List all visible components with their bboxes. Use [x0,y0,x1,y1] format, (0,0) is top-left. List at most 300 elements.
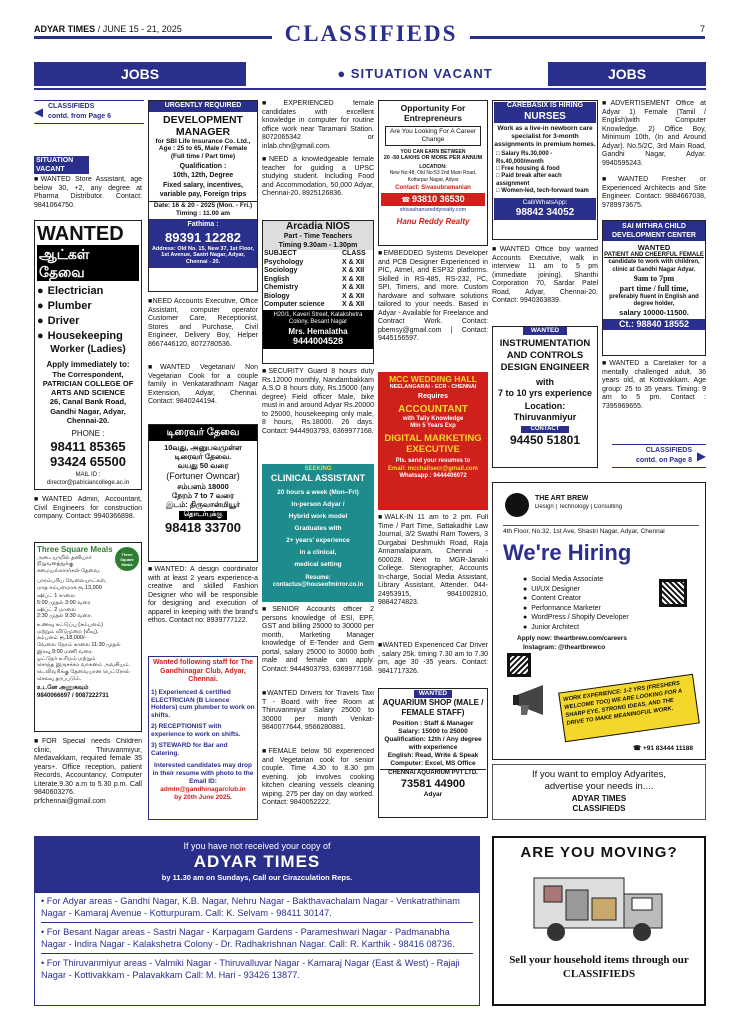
arrow-right-icon: ▶ [696,449,706,463]
clinical-assistant-ad [262,464,374,602]
art-brew-insta: Instagram: @theartbrewco [523,644,606,651]
role-item: ● Electrician [37,284,139,299]
copy-box [34,836,480,1006]
clinical-line: 2+ years' experience [286,536,350,544]
nios-class: X & XII [341,292,365,300]
col3-ad-2-text: NEED a knowledgeable female teacher for guiding a UPSC studying student. Including Food and Accommodation, 50,000 Adyar, Chennai-20. 8925126836. [262,156,374,198]
aquarium-shop-ad [378,688,488,818]
nios-phone: 9444004528 [292,336,344,347]
sai-line: candidate to work with children, clinic at Gandhi Nagar Adyar. [608,259,700,273]
club-note: Interested candidates may drop in their resume with photo to the Email ID: [152,761,254,785]
issue-date: / JUNE 15 - 21, 2025 [95,24,182,34]
square-icon: ■ [378,642,383,649]
driver-line: சம்பளம் 18000 [177,481,229,491]
art-brew-logo [505,493,529,517]
bullet-icon: • [41,927,47,937]
phone-icon: ☎ [401,196,413,204]
instr-with: with [536,376,554,387]
clinical-line: medical setting [294,560,342,568]
sli-qual-label: Qualification : [179,163,227,171]
sli-type: (Full time / Part time) [170,153,236,161]
benefit-text: Free housing & food [501,166,560,173]
aqua-company: CHENNAI AQUARIUM PVT LTD. [380,769,486,777]
col3-ad-6-text: FEMALE below 50 experienced and Vegetarian cook for senior couple. Time 4.30 to 8.30 pm evening. job involves cooking kitchen cleaning vessels cleaning wiping. 275 per day on day worked. Contact: 9840052222. [262,748,374,807]
college-address: 26, Canal Bank Road, Gandhi Nagar, Adyar, Chennai-20. [49,397,127,425]
carebasix-benefit [496,166,596,173]
rep-adyar [41,895,473,923]
nios-subject: Sociology [264,267,298,275]
col3-ad-5-text: WANTED Drivers for Travels Taxi T - Board with free Room at Thiruvanmiyur Salary 25000 to 30000 per month Venkat- 9840077644, 9566280881. [262,690,374,732]
role-item: ● Housekeeping [37,329,139,344]
col4-ad-3 [378,642,488,684]
page-title: CLASSIFIEDS [284,21,458,46]
mcc-send: Pls. send your resumes to [395,458,471,465]
col2-ad-3 [148,566,258,650]
contd-on-page: contd. on Page 8 [635,457,692,464]
col3-ad-5 [262,690,374,746]
jobs-bar-left-label: JOBS [120,66,160,82]
art-brew-hiring: We're Hiring [503,540,632,565]
wanted-tamil: ஆட்கள் தேவை [37,245,139,281]
wanted-title: WANTED [37,223,124,245]
square-icon: ■ [262,690,268,697]
clinical-line: In-person Adyar / [291,501,345,509]
square-icon: ■ [262,100,284,107]
col1-ad-3 [34,738,142,820]
arrow-left-icon: ◀ [34,105,44,119]
opp-brand: Hanu Reddy Realty [396,217,470,227]
moving-sub-2: CLASSIFIEDS [562,967,636,980]
aqua-salary: Salary: 15000 to 25000 [398,727,468,735]
phone-label: PHONE : [71,428,105,438]
sli-address: Address: Old No. 15, New 37, 1st Floor, 1st Avenue, Sastri Nagar, Adyar, Chennai - 20. [151,245,255,266]
moving-sub: Sell your household items through our [509,954,689,967]
mcc-accountant: ACCOUNTANT [398,403,468,415]
table-row [263,301,373,310]
meals-line: 2:30 முதல் 9:30 வரை. [37,613,93,620]
square-icon: ■ [262,748,269,755]
table-row [263,284,373,293]
square-icon: ■ [262,606,273,613]
driver-line: நேரம் 7 to 7 வரை [172,490,234,500]
instrumentation-ad [492,326,598,468]
sli-contact-box [149,219,257,268]
square-icon: ■ [602,176,619,183]
jobs-bar-right [548,62,706,86]
driver-wanted-ad [148,424,258,562]
col3-ad-1-text: EXPERIENCED female candidates with excellent knowledge in computer for routine office work near Taramani Station. 8072065342 or inlab.chn@gmail.com. [262,100,374,150]
carebasix-benefit [496,188,596,195]
col1-ad-1 [34,176,142,216]
nios-class: X & XII [341,275,365,283]
mcc-email: Email: mcchallsecr@gmail.com [388,465,478,472]
employ-line-1: If you want to employ Adyarites, [531,769,667,780]
contd-on-title: CLASSIFIEDS [645,447,692,454]
opp-sub: Are You Looking For A Career Change [385,126,481,146]
mcc-req: Requires [418,393,448,401]
col3-ad-4 [262,606,374,688]
rep-adyar-text: For Adyar areas - Gandhi Nagar, K.B. Nagar, Nehru Nagar - Bakthavachalam Nagar - Venkatrathinam Nagar - Kamaraj Avenue - Kotturpuram. Call: K. Selvam - 98411 30147. [41,896,460,918]
mcc-acc-sub-2: Min 5 Years Exp [410,423,456,430]
clinical-seeking: SEEKING [304,466,332,472]
driver-phone: 98418 33700 [165,519,241,535]
col1-ad-2 [34,496,142,536]
mcc-title: MCC WEDDING HALL [389,374,477,384]
clinical-line: 20 hours a week (Mon–Fri) [277,489,359,497]
role-item: ● Driver [37,314,139,329]
square-icon: ■ [148,298,153,305]
col1-ad-2-text: WANTED Admin, Accountant, Civil Engineers for construction company. Contact: 9940366898. [34,496,142,521]
club-deadline: by 20th June 2025. [174,793,232,801]
qr-code-icon [507,653,531,677]
copy-line-2: by 11.30 am on Sundays, Call our Cirazculation Reps. [161,872,353,882]
sai-line: part time / full time, [619,283,689,293]
col3-ad-2 [262,156,374,218]
jobs-bar-left [34,62,246,86]
square-icon: ■ [148,364,161,371]
meals-line: சொந்த இருசக்கர வாகனம் அவசியம். [37,662,131,669]
sai-line: PATIENT AND CHEERFUL FEMALE [604,252,704,259]
col3-ad-1 [262,100,374,154]
arcadia-nios-ad [262,220,374,364]
meals-line: சமையல்காரர்கள் தேவை. [37,568,101,575]
clinical-resume: Resume: [305,574,331,581]
carebasix-phone: 98842 34052 [515,207,575,219]
checkbox-icon: □ [496,151,502,158]
opp-contact: Contact: Sivasubramanian [395,184,471,191]
sai-phone: Ct.: 98840 18552 [603,319,705,330]
jobs-bar-right-label: JOBS [607,66,647,82]
role-extra: Worker (Ladies) [50,344,126,355]
nios-sub: Part - Time Teachers [263,233,373,242]
aqua-phone: 73581 44900 [400,777,466,790]
meals-line: சம்பளம் ரூ.18,000/- [37,635,87,642]
opp-phone: 93810 36530 [412,193,465,204]
instr-phone: 94450 51801 [509,433,581,448]
wanted-roles [37,284,139,344]
art-brew-name: THE ART BREW [535,495,589,502]
three-square-meals-ad [34,542,142,732]
sli-title: DEVELOPMENT MANAGER [163,113,243,138]
col2-ad-3-text: WANTED: A design coordinator with at least 2 years experience-a creative and skilled Fashion Designer who will be responsible for designing and execution of apparel in keeping with the brand's ethos. Contact no: 8939777122. [148,566,258,625]
carebasix-desc: Work as a live-in newborn care specialist for 3-month assignments in premium homes. [494,124,596,148]
col5-ad-1 [492,246,598,320]
col1-ad-1-text: WANTED Store Assistant, age below 30, +2, any degree at Pharma Distributor. Contact: 9841064750. [34,176,142,209]
copy-brand: ADYAR TIMES [193,851,321,871]
sli-fixed: Fixed salary, incentives, variable pay, Foreign trips [159,182,247,198]
employ-sub: CLASSIFIEDS [572,803,626,813]
checkbox-icon: □ [496,188,502,195]
moving-truck-icon [524,868,674,948]
mail-id: director@patriciancollege.ac.in [46,479,130,486]
aqua-qual: Qualification: 12th / Any degree with experience [384,735,482,751]
col4-ad-3-text: WANTED Experienced Car Driver , salary 25k. timing 7.30 am to 7.30 pm, age 30 -35 years. Contact: 9841717326. [378,642,488,675]
opp-earn-2: 20 -50 LAKHS OR MORE PER ANNUM [383,154,483,161]
meals-line: ஷிப்ட் 1 காலை [37,593,75,600]
col3-ad-6 [262,748,374,822]
meals-phones: 9840066697 / 9087222731 [37,692,109,699]
checkbox-icon: □ [496,173,502,180]
urgent-label: URGENTLY REQUIRED [149,101,257,112]
driver-line: இடம்: திருவான்மியூர் [165,499,241,509]
employ-box [492,764,706,820]
carebasix-ad [492,100,598,240]
sli-date: Date: 16 & 20 - 2025 (Mon. - Fri.) [149,201,257,210]
square-icon: ■ [34,176,41,183]
driver-line: டிரைவர் தேவை. [174,452,232,462]
sai-line: preferably fluent in English and degree holder, [609,293,699,307]
role-item: ● Junior Architect [523,623,663,633]
mcc-wedding-ad [378,372,488,510]
col6-ad-3-text: WANTED a Caretaker for a mentally challenged adult, 36 years old, at Kottivakkam. Age group: 25 to 35 years. Timing: 9 am to 5 pm. Contact : 7395969655. [602,360,706,410]
meals-line: டெலிவரிக்கு தேவையான பெட்ரோல் [37,669,130,675]
hanu-reddy-ad [378,100,488,246]
role-item: ● UI/UX Designer [523,585,663,595]
meals-line: ஷிப்ட் 2 மாலை [37,606,76,613]
meals-line: அடையாறில் தனியார் நிறுவனத்துக்கு [37,554,92,568]
role-item: ● Content Creator [523,594,663,604]
art-brew-phone [633,745,693,753]
mcc-whatsapp: Whatsapp : 9444406072 [399,473,467,480]
meals-logo: Three Square Meals [115,547,139,571]
qr-code-icon [659,579,687,607]
clinical-email: contactus@houseofmirror.co.in [272,582,364,589]
col6-ad-1 [602,100,706,174]
col4-ad-2 [378,514,488,640]
mcc-acc-sub: with Tally Knowledge [402,415,464,422]
page-number: 7 [700,24,706,34]
rep-besant-text: For Besant Nagar areas - Sastri Nagar - Karpagam Gardens - Parameshwari Nagar - Padmanabha Nagar - Indira Nagar - Kalakshetra Colony - Dr. Radhakrishnan Nagar. Call: R. Karthik - 98416 08736. [41,927,455,949]
college-name: The Correspondent, PATRICIAN COLLEGE OF ARTS AND SCIENCE [42,369,134,398]
role-item: ● Social Media Associate [523,575,663,585]
col5-ad-1-text: WANTED Office boy wanted Accounts Executive, walk in interview 11 am to 5 pm (immediate joining). Shanthi Corporation 70, Sardar Patel Road, Adyar, Chennai-20. Contact: 9940363839. [492,246,598,305]
col6-ad-3 [602,360,706,424]
nios-class: X & XII [341,267,365,275]
copy-header [35,837,479,893]
club-item: 3) STEWARD for Bar and Catering. [151,742,228,758]
meals-line: செலவு தரப்படும். [37,675,82,682]
col2-ad-1 [148,298,258,362]
nios-subject: Psychology [264,258,304,266]
col6-ad-2 [602,176,706,218]
mail-label: MAIL ID : [75,472,101,479]
nios-header: SUBJECT [264,250,297,258]
situation-vacant-bar [300,64,530,84]
header-rule-right [470,36,705,39]
situation-vacant-label: SITUATION VACANT [350,66,493,81]
table-row [263,276,373,285]
opp-email: shivashanureddyrealty.com [399,207,467,214]
sli-phone: 89391 12282 [165,229,241,245]
nios-header: CLASS [341,250,366,258]
mcc-sub: NEELANGARAI - ECR - CHENNAI [389,384,477,391]
sli-timing: Timing : 11.00 am [175,210,231,218]
driver-title: டிரைவர் தேவை [149,425,257,441]
square-icon: ■ [34,496,43,503]
nios-subject: Biology [264,292,290,300]
gandhinagar-club-ad [148,656,258,820]
driver-line: தொடர்புக்கு [179,511,227,520]
instr-wanted: WANTED [523,327,567,335]
contd-on-box [612,444,706,468]
contd-from-title: CLASSIFIEDS [48,103,95,110]
meals-body [37,555,113,575]
contd-from-box [34,100,144,124]
col6-ad-2-text: WANTED Fresher or Experienced Architects and Site Engineer. Contact: 9884667038, 9789973675. [602,176,706,209]
col3-ad-4-text: SENIOR Accounts officer 2 persons knowledge of ESI, EPF, GST and billing 25000 to 30000 per month, Marketing Manager knowledge of E-Tender and Gem portal, salary 25000 to 30000 both male and female can apply. Contact: 9444903793, 6369977168. [262,606,374,673]
sai-title: SAI MITHRA CHILD DEVELOPMENT CENTER [603,221,705,241]
instr-exp: 7 to 10 yrs experience [497,387,593,398]
benefit-text: Women-led, tech-forward team [501,188,589,195]
driver-line: வயது 50 வரை [177,461,229,471]
square-icon: ■ [262,368,269,375]
meals-title: Three Square Meals [37,545,113,554]
sai-line: salary 10000-11500. [619,308,689,318]
aqua-english: English: Read, Write & Speak [387,751,479,759]
art-brew-apply: Apply now: theartbrew.com/careers [517,635,627,642]
sbi-life-ad [148,100,258,292]
rep-thiruvanmiyur-text: For Thiruvanmiyur areas - Valmiki Nagar - Thiruvalluvar Nagar - Kamaraj Nagar (East & West) - Rajaji Nagar - Kottivakkam - Palavakkam Call: M. Hari - 93426 13877. [41,958,460,980]
header-rule-left [34,36,272,39]
square-icon: ■ [378,250,384,257]
sli-person: Fathima : [187,221,219,229]
instr-loc-label: Location: [524,400,566,411]
nios-title: Arcadia NIOS [263,221,373,233]
phone-2: 93424 65500 [50,454,126,470]
col1-ad-3-text: FOR Special needs Children clinic, Thiruvanmiyur, Medavakkam, required female 35 years+. Office reception, patient Records, Accountancy, Computer Literate.9.30 a.m to 5.30 p.m. Call 9840603276. prfchennai@gmail.com [34,738,142,805]
sli-qual: 10th, 12th, Degree [172,171,234,179]
benefit-text: Paid break after each assignment [496,173,562,187]
bullet-icon: • [41,896,47,906]
nios-timing: Timing 9.30am - 1.30pm [263,242,373,251]
moving-title: ARE YOU MOVING? [520,844,678,861]
col4-ad-1 [378,250,488,368]
instr-contact-label: CONTACT [521,426,569,433]
aqua-title: AQUARIUM SHOP (MALE / FEMALE STAFF) [382,697,484,717]
mcc-dme: DIGITAL MARKETING EXECUTIVE [384,433,482,456]
carebasix-benefit [496,173,596,188]
club-title: Wanted following staff for The Gandhinagar Club, Adyar, Chennai. [152,659,254,684]
meals-line: மாத சம்பளமாக ரூ.13,000 [37,584,102,591]
col4-ad-1-text: EMBEDDED Systems Developer and PCB Designer Experienced in PIC, Atmel, and ESP32 platforms. Skilled in RS-485, RS-232, I²C, SPI, Timers, and more. Custom hardware and software solutions tailored to your needs. Based in Adyar - Available for Freelance and Contract Work. Contact: pbemsy@gmail.com | Contact: 9445156597. [378,250,488,343]
square-icon: ■ [262,156,269,163]
col2-ad-2 [148,364,258,420]
square-icon: ■ [602,100,611,107]
col3-ad-3-text: SECURITY Guard 8 hours duty Rs.12000 monthly, Nandambakkam A.S.O 8 hours duty, Rs.15000 (any degree) Field officer Male, bike must in and around Adyar Rs.20000 to 25000, housekeeping only male, 8 hours, Rs.18000. 26 days. Contact: 9444903793, 6369977168. [262,368,374,435]
moving-box [492,836,706,1006]
nios-person: Mrs. Hemalatha [288,326,348,336]
nios-subject: Chemistry [264,284,299,292]
rep-besant [41,923,473,954]
aqua-place: Adyar [423,791,443,799]
aqua-position: Position : Staff & Manager [392,719,474,727]
apply-label: Apply immediately to: [46,360,130,370]
clinical-line: Graduates with [294,525,342,533]
role-item: ● WordPress / Shopify Developer [523,613,663,623]
meals-line: மற்றும் விடுமுறை (லீவு), [37,628,99,635]
meals-line: உணவு கட்டுப்பு (சம்பளம்) [37,622,103,629]
opp-title: Opportunity For Entrepreneurs [400,103,466,124]
carebasix-nurses: NURSES [494,111,596,123]
opp-earn: YOU CAN EARN BETWEEN [400,148,466,155]
bullet-icon: • [41,958,47,968]
table-row [263,293,373,302]
masthead-name: ADYAR TIMES [34,24,96,34]
driver-line: (Fortuner Owncar) [166,470,240,481]
aqua-wanted: WANTED [414,690,452,698]
masthead [34,24,274,36]
meals-contact: உடனே அணுகவும் [37,685,89,692]
sections-rule [34,88,706,90]
nios-table [263,250,373,310]
col4-ad-2-text: WALK-IN 11 am to 2 pm. Full Time / Part Time, Sattakadhir Law Journal, 3/2 Swathi Ram Towers, 3 Durgabai Deshmukh Road, Raja Annamalaipuram, Chennai - 600028. Next to MGR-Janaki College. Stenographer, Accounts In-charge, Social Media Assistant, Library Assistant, Attender. 044-24953915, 9841002810, 9884274823. [378,514,488,607]
whatsapp-icon: ☎ [633,745,643,752]
club-item: 2) RECEPTIONIST with experience to work on shifts. [151,723,241,739]
checkbox-icon: □ [496,166,502,173]
art-brew-banner: WORK EXPERIENCE: 1-2 YRS (FRESHERS WELCOME TOO) WE ARE LOOKING FOR A SHARP EYE, STRONG IDEAS, AND THE DRIVE TO MAKE MEANINGFUL WORK. [558,674,700,742]
art-brew-ad [492,482,706,760]
phone-1: 98411 85365 [50,438,126,454]
meals-line: வேலை நேரம் காலை 11:30 முதல் [37,642,121,649]
clinical-title: CLINICAL ASSISTANT [270,473,366,484]
art-brew-phone-number: +91 83444 11188 [642,745,693,752]
copy-line-1: If you have not received your copy of [183,841,331,851]
bullet-icon: ● [337,66,351,81]
art-brew-roles [523,575,663,632]
nios-subject: English [264,275,290,283]
art-brew-address: 4th Floor, No.32, 1st Ave, Shastri Nagar, Adyar, Chennai [503,525,699,536]
nios-class: X & XII [341,284,365,292]
col6-ad-1-text: ADVERTISEMENT Office at Adyar 1) Female (Tamil / English)with Computer Knowledge. 2) Office Boy, Minimum 10th, (In and Around Adyar). No.5/2C, 3rd Main Road, Gandhi Nagar, Adyar. 9940595243. [602,100,706,167]
square-icon: ■ [492,246,500,253]
table-row [263,259,373,268]
carebasix-title: CAREBASIX IS HIRING [494,102,596,111]
nios-subject: Computer science [264,301,325,309]
sli-for: for SBI Life Insurance Co. Ltd., [155,137,251,145]
square-icon: ■ [34,738,42,745]
col2-ad-2-text: WANTED Vegetarian/ Non Vegetarian Cook for a couple family in Venkatarathnam Nagar Extension, Adyar, Chennai. Contact: 9840244194. [148,364,258,406]
clinical-line: Hybrid work model [288,513,348,521]
square-icon: ■ [602,360,610,367]
art-brew-tag: Design | Technology | Consulting [535,504,623,510]
instr-location: Thiruvanmiyur [513,411,577,422]
club-item: 1) Experienced & certified ELECTRICIAN (B Licence Holders) cum plumber to work on shifts. [151,688,255,720]
meals-line: 5:00 முதல் 3:00 வரை [37,599,91,606]
nios-address: H20/1, Kaveri Street, Kalakshetra Colony, Besant Nagar [273,311,363,326]
opp-location: LOCATION: [419,164,447,171]
employ-brand: ADYAR TIMES [571,794,627,804]
benefit-text: Salary Rs.30,000 - Rs.40,000/month [496,151,553,165]
col2-ad-1-text: NEED Accounts Executive, Office Assistant, computer operator Customer Care, Receptionist, Stores and Purchase, Civil Engineer, Delivery Boy, Helper 8667446120, 8072780536. [148,298,258,348]
col3-ad-3 [262,368,374,460]
carebasix-benefit [496,151,596,166]
meals-line: பாரம்பரிய வேலையாட்கள், [37,577,107,584]
sai-line: 9am to 7pm [633,274,675,284]
rep-thiruvanmiyur [41,954,473,981]
sli-age: Age : 25 to 65, Male / Female [158,145,248,153]
instr-title: INSTRUMENTATION AND CONTROLS DESIGN ENGINEER [499,337,591,373]
employ-line-2: advertise your needs in.... [544,780,654,792]
sv-label: SITUATION VACANT [34,156,89,174]
role-item: ● Plumber [37,299,139,314]
meals-line: இரவு 9:00 மணி வரை. [37,648,94,655]
square-icon: ■ [148,566,155,573]
sai-wanted: WANTED [637,243,671,252]
square-icon: ■ [378,514,385,521]
clinical-line: in a clinical, [299,548,337,556]
table-row [263,267,373,276]
aqua-computer: Computer: Excel, MS Office [390,759,476,767]
